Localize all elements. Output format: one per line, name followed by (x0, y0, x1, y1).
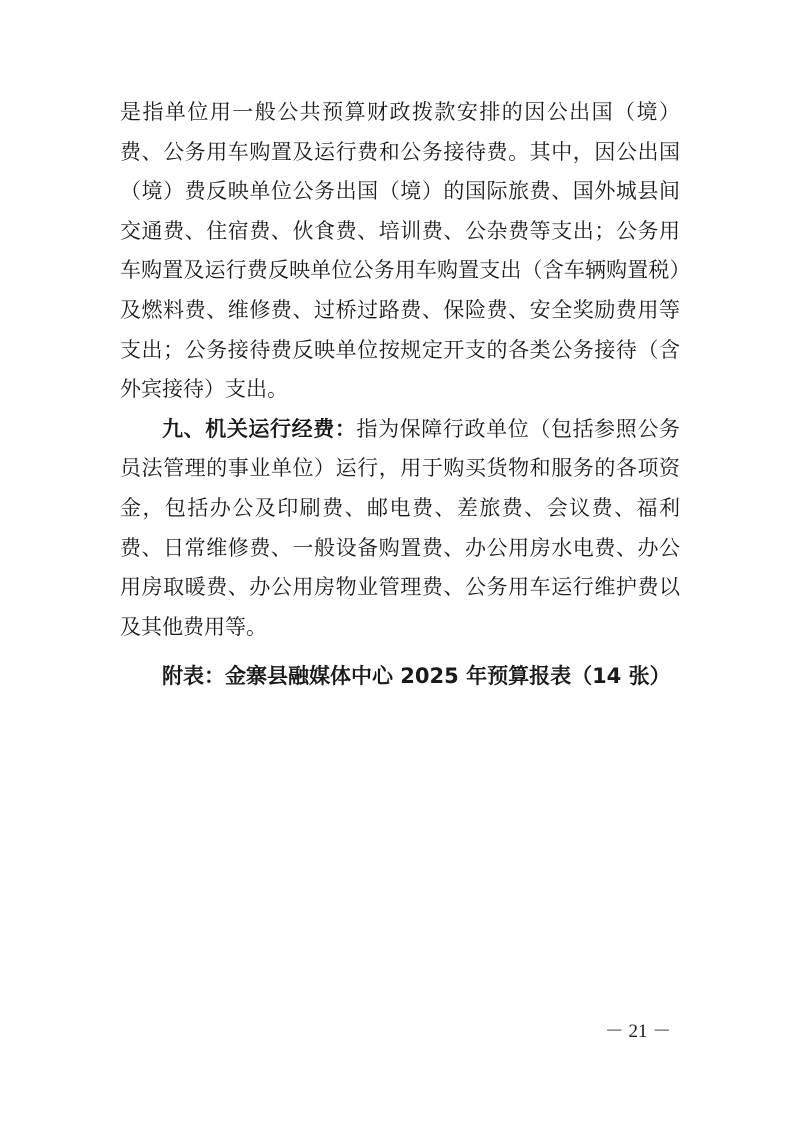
section-heading: 九、机关运行经费： (162, 416, 357, 441)
paragraph-operating-costs (120, 410, 680, 648)
section-text: 指为保障行政单位（包括参照公务员法管理的事业单位）运行，用于购买货物和服务的各项资金，包括办公及印刷费、邮电费、差旅费、会议费、福利费、日常维修费、一般设备购置费、办公用房水电费、办公用房取暖费、办公用房物业管理费、公务用车运行维护费以及其他费用等。 (120, 416, 681, 639)
document-body (120, 93, 680, 647)
paragraph-public-expenses: 是指单位用一般公共预算财政拨款安排的因公出国（境）费、公务用车购置及运行费和公务接待费。其中，因公出国（境）费反映单位公务出国（境）的国际旅费、国外城县间交通费、住宿费、伙食费、培训费、公杂费等支出；公务用车购置及运行费反映单位公务用车购置支出（含车辆购置税）及燃料费、维修费、过桥过路费、保险费、安全奖励费用等支出；公务接待费反映单位按规定开支的各类公务接待（含外宾接待）支出。 (120, 100, 680, 402)
attachment-note: 附表：金寨县融媒体中心 2025 年预算报表（14 张） (162, 664, 671, 688)
page-number: － 21 － (604, 1021, 672, 1042)
